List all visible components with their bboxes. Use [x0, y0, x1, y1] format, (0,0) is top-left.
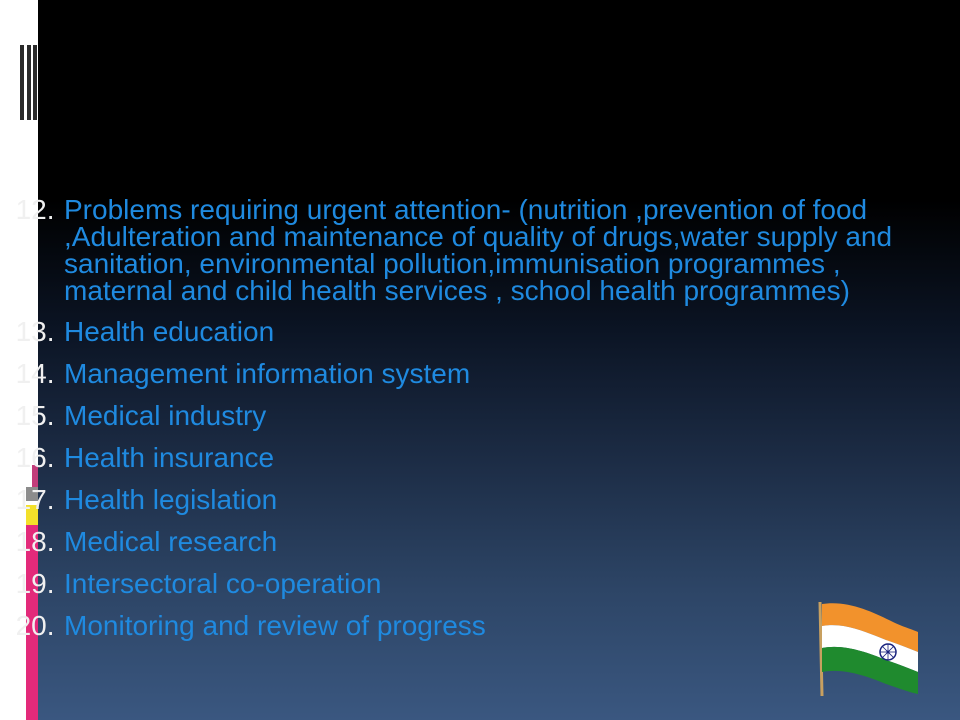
list-item — [0, 196, 950, 304]
decorative-bars — [0, 45, 38, 120]
list-text: Health education — [64, 316, 275, 347]
list-item — [0, 612, 950, 640]
list-text: Medical industry — [64, 400, 267, 431]
list-number: 13. — [15, 316, 55, 347]
list-item — [0, 444, 950, 472]
list-text: Intersectoral co-operation — [64, 568, 382, 599]
list-text: Medical research — [64, 526, 278, 557]
list-item — [0, 360, 950, 388]
list-number: 19. — [15, 568, 55, 599]
numbered-list — [0, 196, 950, 654]
list-text: Health legislation — [64, 484, 278, 515]
list-text: Problems requiring urgent attention- (nutrition ,prevention of food ,Adulteration and maintenance of quality of drugs,water supply and sanitation, environmental pollution,immunisation programmes , maternal and child health services , school health programmes) — [64, 194, 893, 306]
list-item — [0, 318, 950, 346]
list-text: Health insurance — [64, 442, 275, 473]
list-text: Management information system — [64, 358, 471, 389]
list-number: 15. — [15, 400, 55, 431]
list-number: 14. — [15, 358, 55, 389]
list-text: Monitoring and review of progress — [64, 610, 486, 641]
list-number: 12. — [15, 194, 55, 225]
list-item — [0, 486, 950, 514]
list-item — [0, 528, 950, 556]
list-number: 16. — [15, 442, 55, 473]
list-item — [0, 570, 950, 598]
india-flag-icon — [818, 600, 922, 700]
list-number: 18. — [15, 526, 55, 557]
list-item — [0, 402, 950, 430]
list-number: 20. — [15, 610, 55, 641]
list-number: 17. — [15, 484, 55, 515]
